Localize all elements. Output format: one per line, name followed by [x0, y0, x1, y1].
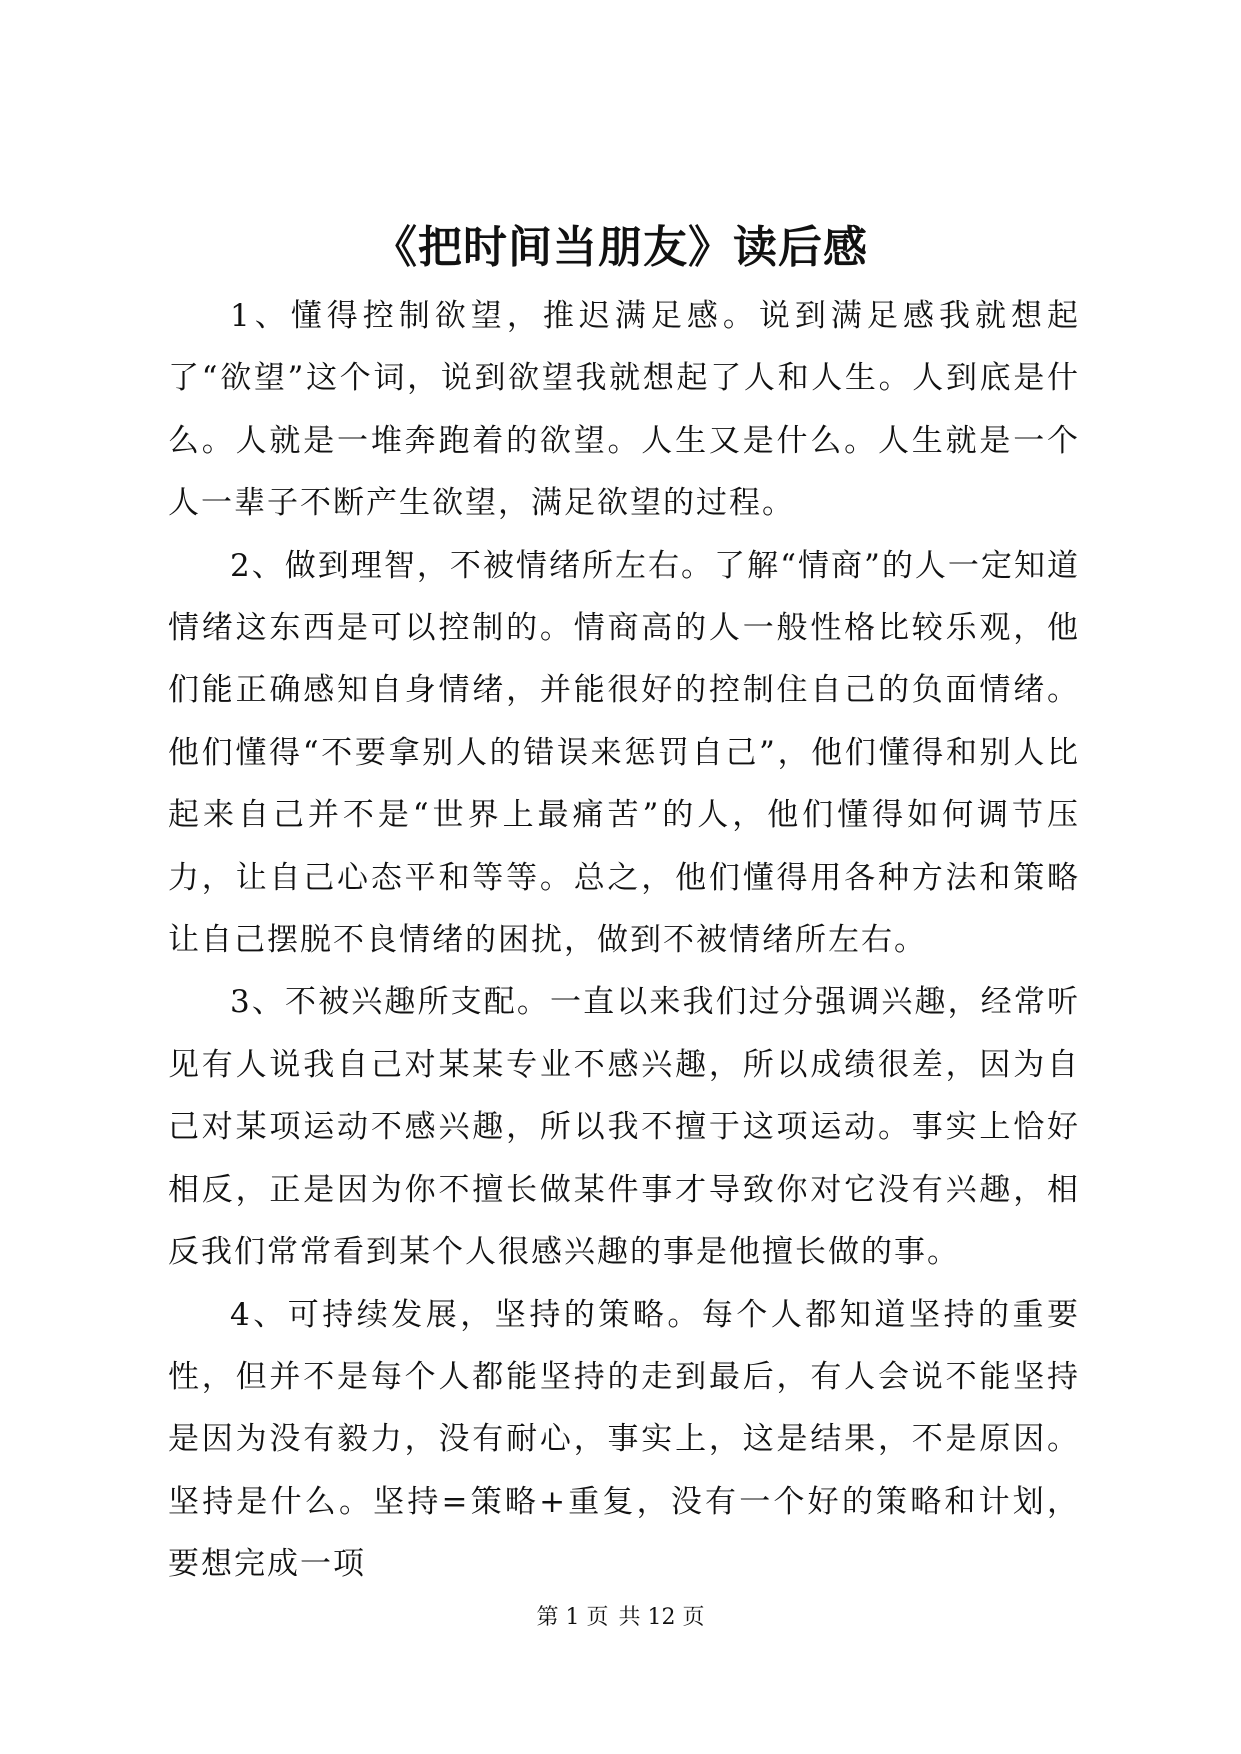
page-total: 共 12 页	[618, 1605, 705, 1630]
paragraph-2: 2、做到理智，不被情绪所左右。了解“情商”的人一定知道情绪这东西是可以控制的。情商高的人一般性格比较乐观，他们能正确感知自身情绪，并能很好的控制住自己的负面情绪。他们懂得“不要拿别人的错误来惩罚自己”，他们懂得和别人比起来自己并不是“世界上最痛苦”的人，他们懂得如何调节压力，让自己心态平和等等。总之，他们懂得用各种方法和策略让自己摆脱不良情绪的困扰，做到不被情绪所左右。	[168, 547, 1080, 959]
page-number: 第 1 页	[536, 1605, 609, 1630]
paragraph-3: 3、不被兴趣所支配。一直以来我们过分强调兴趣，经常听见有人说我自己对某某专业不感兴趣，所以成绩很差，因为自己对某项运动不感兴趣，所以我不擅于这项运动。事实上恰好相反，正是因为你不擅长做某件事才导致你对它没有兴趣，相反我们常常看到某个人很感兴趣的事是他擅长做的事。	[168, 984, 1080, 1271]
document-title: 《把时间当朋友》读后感	[373, 222, 868, 273]
document-body	[168, 285, 1080, 1596]
page-footer	[0, 1603, 1241, 1633]
paragraph-1: 1、懂得控制欲望，推迟满足感。说到满足感我就想起了“欲望”这个词，说到欲望我就想起了人和人生。人到底是什么。人就是一堆奔跑着的欲望。人生又是什么。人生就是一个人一辈子不断产生欲望，满足欲望的过程。	[168, 298, 1080, 522]
paragraph-4: 4、可持续发展，坚持的策略。每个人都知道坚持的重要性，但并不是每个人都能坚持的走到最后，有人会说不能坚持是因为没有毅力，没有耐心，事实上，这是结果，不是原因。坚持是什么。坚持=策略+重复，没有一个好的策略和计划，要想完成一项	[168, 1296, 1080, 1583]
